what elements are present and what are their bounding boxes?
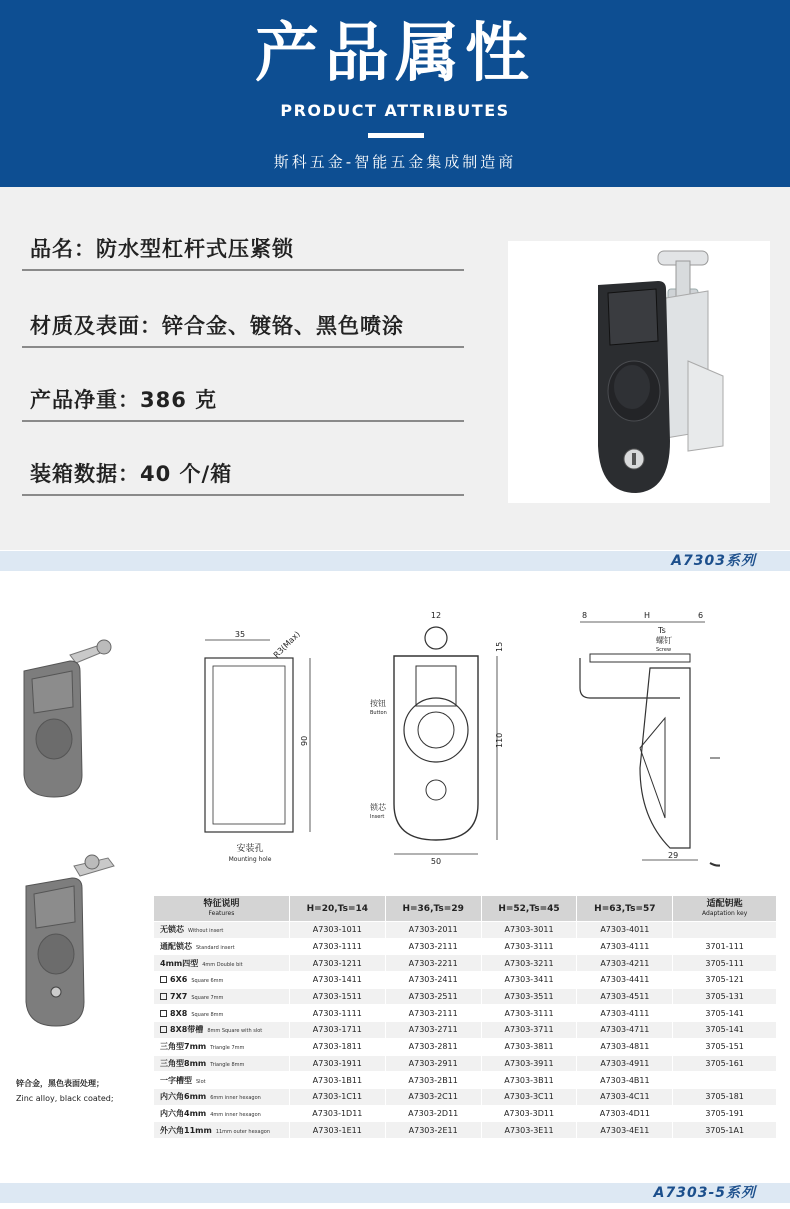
dim-front-top-h: 15 bbox=[495, 641, 504, 652]
table-row bbox=[154, 1005, 777, 1022]
mounting-hole-drawing bbox=[195, 618, 325, 868]
part-number-cell: A7303-1B11 bbox=[289, 1072, 385, 1089]
mount-label-cn: 安装孔 bbox=[236, 844, 264, 854]
square-icon bbox=[160, 993, 167, 1000]
part-number-cell: A7303-3111 bbox=[481, 938, 577, 955]
front-view-drawing bbox=[362, 608, 512, 868]
part-number-cell: A7303-3711 bbox=[481, 1022, 577, 1039]
key-cell: 3705-111 bbox=[673, 955, 777, 972]
part-number-cell: A7303-1D11 bbox=[289, 1105, 385, 1122]
part-number-cell: A7303-4411 bbox=[577, 972, 673, 989]
property-name: 品名：防水型杠杆式压紧锁 bbox=[22, 229, 464, 271]
feature-en: 6mm inner hexagon bbox=[210, 1095, 261, 1102]
table-row bbox=[154, 1055, 777, 1072]
feature-cell bbox=[154, 1055, 290, 1072]
feature-en: Standard insert bbox=[196, 945, 235, 952]
feature-en: Triangle 8mm bbox=[210, 1061, 245, 1068]
dim-mount-height: 90 bbox=[300, 735, 309, 746]
part-number-cell: A7303-4811 bbox=[577, 1038, 673, 1055]
part-number-cell: A7303-1011 bbox=[289, 922, 385, 939]
key-cell bbox=[673, 1072, 777, 1089]
feature-cell bbox=[154, 1005, 290, 1022]
part-number-cell: A7303-2B11 bbox=[385, 1072, 481, 1089]
header-banner bbox=[0, 0, 790, 187]
part-number-cell: A7303-3D11 bbox=[481, 1105, 577, 1122]
screw-label-en: Screw bbox=[656, 647, 672, 653]
table-row bbox=[154, 1038, 777, 1055]
part-number-cell: A7303-3E11 bbox=[481, 1122, 577, 1139]
part-number-cell: A7303-2511 bbox=[385, 988, 481, 1005]
part-number-cell: A7303-4E11 bbox=[577, 1122, 673, 1139]
technical-drawings bbox=[0, 600, 790, 890]
feature-cn: 8X8带槽 bbox=[170, 1025, 204, 1035]
part-number-cell: A7303-1411 bbox=[289, 972, 385, 989]
part-number-cell: A7303-3511 bbox=[481, 988, 577, 1005]
part-number-cell: A7303-4911 bbox=[577, 1055, 673, 1072]
col-h63: H=63,Ts=57 bbox=[577, 896, 673, 922]
part-number-cell: A7303-1211 bbox=[289, 955, 385, 972]
part-number-cell: A7303-2C11 bbox=[385, 1088, 481, 1105]
part-number-cell: A7303-2011 bbox=[385, 922, 481, 939]
table-row bbox=[154, 1122, 777, 1139]
page-title: 产品属性 bbox=[255, 17, 535, 91]
feature-cn: 6X6 bbox=[170, 975, 188, 985]
table-row bbox=[154, 922, 777, 939]
table-row bbox=[154, 988, 777, 1005]
feature-cell bbox=[154, 1038, 290, 1055]
feature-en: Square 8mm bbox=[191, 1011, 224, 1018]
feature-en: Square 7mm bbox=[191, 995, 224, 1002]
part-number-cell: A7303-1E11 bbox=[289, 1122, 385, 1139]
series-strip-bottom bbox=[0, 1183, 790, 1203]
dim-front-height: 110 bbox=[495, 732, 504, 748]
dim-side-6: 6 bbox=[698, 611, 704, 620]
part-number-cell: A7303-4111 bbox=[577, 938, 673, 955]
product-info-panel bbox=[0, 187, 790, 550]
part-number-cell: A7303-1711 bbox=[289, 1022, 385, 1039]
tagline: 斯科五金-智能五金集成制造商 bbox=[273, 153, 517, 171]
part-number-cell: A7303-4011 bbox=[577, 922, 673, 939]
series-label: A7303系列 bbox=[671, 553, 756, 569]
part-number-cell: A7303-4211 bbox=[577, 955, 673, 972]
table-row bbox=[154, 972, 777, 989]
feature-cell bbox=[154, 922, 290, 939]
key-cell: 3705-161 bbox=[673, 1055, 777, 1072]
feature-cn: 外六角11mm bbox=[160, 1125, 212, 1135]
feature-cell bbox=[154, 938, 290, 955]
feature-cn: 内六角6mm bbox=[160, 1092, 207, 1102]
dim-side-8: 8 bbox=[582, 611, 588, 620]
series-label-2: A7303-5系列 bbox=[653, 1185, 756, 1201]
part-number-cell: A7303-2811 bbox=[385, 1038, 481, 1055]
dim-mount-width: 35 bbox=[234, 630, 246, 639]
feature-cell bbox=[154, 972, 290, 989]
part-number-cell: A7303-1511 bbox=[289, 988, 385, 1005]
part-number-cell: A7303-2111 bbox=[385, 1005, 481, 1022]
feature-cell bbox=[154, 988, 290, 1005]
dim-mount-radius: R3(Max) bbox=[271, 629, 302, 660]
feature-en: Slot bbox=[196, 1078, 206, 1085]
feature-en: Triangle 7mm bbox=[210, 1045, 245, 1052]
key-cell bbox=[673, 922, 777, 939]
feature-cell bbox=[154, 1072, 290, 1089]
dim-front-top: 12 bbox=[430, 611, 442, 620]
table-row bbox=[154, 1072, 777, 1089]
col-h36: H=36,Ts=29 bbox=[385, 896, 481, 922]
table-row bbox=[154, 955, 777, 972]
insert-label-cn: 锁芯 bbox=[370, 803, 386, 812]
insert-label-en: Insert bbox=[370, 814, 385, 820]
feature-cn: 内六角4mm bbox=[160, 1108, 207, 1118]
mount-label-en: Mounting hole bbox=[228, 856, 272, 863]
feature-cn: 8X8 bbox=[170, 1008, 188, 1018]
feature-cell bbox=[154, 1022, 290, 1039]
key-cell: 3705-121 bbox=[673, 972, 777, 989]
key-cell: 3705-141 bbox=[673, 1005, 777, 1022]
dim-side-ts: Ts bbox=[658, 626, 666, 635]
feature-en: Without insert bbox=[188, 928, 224, 935]
feature-cn: 7X7 bbox=[170, 992, 188, 1002]
part-number-cell: A7303-4111 bbox=[577, 1005, 673, 1022]
part-number-cell: A7303-3111 bbox=[481, 1005, 577, 1022]
product-photo bbox=[508, 241, 770, 503]
part-number-cell: A7303-2211 bbox=[385, 955, 481, 972]
table-row bbox=[154, 1105, 777, 1122]
col-key: 适配钥匙 Adaptation key bbox=[673, 896, 777, 922]
part-number-cell: A7303-3911 bbox=[481, 1055, 577, 1072]
property-material: 材质及表面：锌合金、镀铬、黑色喷涂 bbox=[22, 306, 464, 348]
dim-front-width: 50 bbox=[430, 857, 442, 866]
part-number-cell: A7303-4C11 bbox=[577, 1088, 673, 1105]
part-number-cell: A7303-4B11 bbox=[577, 1072, 673, 1089]
dim-side-29: 29 bbox=[668, 851, 679, 860]
part-number-cell: A7303-2911 bbox=[385, 1055, 481, 1072]
screw-label-cn: 螺钉 bbox=[656, 636, 672, 645]
feature-cn: 通配锁芯 bbox=[160, 942, 192, 952]
feature-cell bbox=[154, 955, 290, 972]
part-number-cell: A7303-4D11 bbox=[577, 1105, 673, 1122]
col-h20: H=20,Ts=14 bbox=[289, 896, 385, 922]
part-number-cell: A7303-2711 bbox=[385, 1022, 481, 1039]
side-view-drawing bbox=[560, 608, 720, 878]
page-subtitle: PRODUCT ATTRIBUTES bbox=[280, 101, 510, 120]
product-thumb-1 bbox=[18, 635, 118, 800]
feature-cn: 三角型8mm bbox=[160, 1058, 207, 1068]
feature-cn: 4mm四型 bbox=[160, 958, 199, 968]
part-number-cell: A7303-2E11 bbox=[385, 1122, 481, 1139]
property-weight: 产品净重：386 克 bbox=[22, 380, 464, 422]
table-row bbox=[154, 1088, 777, 1105]
feature-en: 4mm Double bit bbox=[202, 961, 243, 968]
material-note-cn: 锌合金，黑色表面处理； bbox=[16, 1079, 104, 1088]
material-note-en: Zinc alloy, black coated; bbox=[16, 1094, 114, 1103]
button-label-cn: 按钮 bbox=[370, 699, 386, 708]
feature-cn: 三角型7mm bbox=[160, 1042, 207, 1052]
part-number-cell: A7303-1C11 bbox=[289, 1088, 385, 1105]
part-number-cell: A7303-2411 bbox=[385, 972, 481, 989]
part-number-cell: A7303-3C11 bbox=[481, 1088, 577, 1105]
series-strip-top bbox=[0, 551, 790, 571]
feature-cell bbox=[154, 1088, 290, 1105]
part-number-cell: A7303-1111 bbox=[289, 1005, 385, 1022]
property-packing: 装箱数据：40 个/箱 bbox=[22, 454, 464, 496]
feature-en: 8mm Square with slot bbox=[207, 1028, 263, 1035]
key-cell: 3705-191 bbox=[673, 1105, 777, 1122]
feature-en: 4mm inner hexagon bbox=[210, 1111, 261, 1118]
dim-side-h: H bbox=[644, 611, 651, 620]
table-row bbox=[154, 938, 777, 955]
col-features: 特征说明 Features bbox=[154, 896, 290, 922]
part-number-cell: A7303-2D11 bbox=[385, 1105, 481, 1122]
feature-en: 11mm outer hexagon bbox=[215, 1128, 270, 1135]
part-number-cell: A7303-3B11 bbox=[481, 1072, 577, 1089]
square-icon bbox=[160, 1010, 167, 1017]
table-header-row bbox=[154, 896, 777, 922]
square-icon bbox=[160, 976, 167, 983]
part-number-cell: A7303-2111 bbox=[385, 938, 481, 955]
feature-cn: 无锁芯 bbox=[160, 925, 184, 935]
title-divider bbox=[368, 133, 424, 138]
product-thumb-2 bbox=[18, 852, 118, 1030]
key-cell: 3705-1A1 bbox=[673, 1122, 777, 1139]
feature-cn: 一字槽型 bbox=[160, 1075, 192, 1085]
key-cell: 3705-131 bbox=[673, 988, 777, 1005]
feature-cell bbox=[154, 1122, 290, 1139]
part-number-cell: A7303-3211 bbox=[481, 955, 577, 972]
col-h52: H=52,Ts=45 bbox=[481, 896, 577, 922]
part-number-cell: A7303-1911 bbox=[289, 1055, 385, 1072]
key-cell: 3705-151 bbox=[673, 1038, 777, 1055]
button-label-en: Button bbox=[370, 710, 387, 716]
part-number-cell: A7303-1111 bbox=[289, 938, 385, 955]
part-number-cell: A7303-3411 bbox=[481, 972, 577, 989]
part-number-cell: A7303-1811 bbox=[289, 1038, 385, 1055]
spec-table bbox=[153, 895, 777, 1139]
feature-cell bbox=[154, 1105, 290, 1122]
part-number-cell: A7303-4711 bbox=[577, 1022, 673, 1039]
key-cell: 3705-181 bbox=[673, 1088, 777, 1105]
part-number-cell: A7303-4511 bbox=[577, 988, 673, 1005]
part-number-cell: A7303-3011 bbox=[481, 922, 577, 939]
key-cell: 3705-141 bbox=[673, 1022, 777, 1039]
part-number-cell: A7303-3811 bbox=[481, 1038, 577, 1055]
feature-en: Square 6mm bbox=[191, 978, 224, 985]
table-row bbox=[154, 1022, 777, 1039]
key-cell: 3701-111 bbox=[673, 938, 777, 955]
square-icon bbox=[160, 1026, 167, 1033]
